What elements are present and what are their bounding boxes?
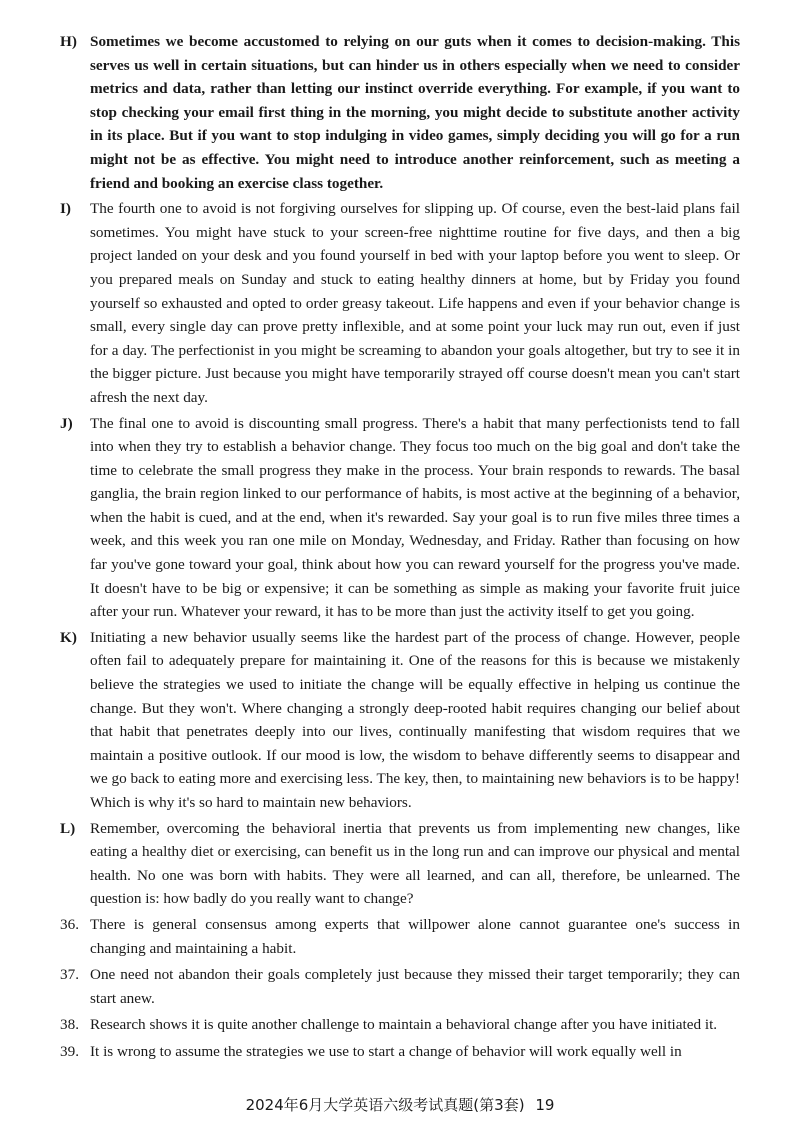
paragraph-label: I) (60, 200, 71, 218)
paragraph-text: The fourth one to avoid is not forgiving ourselves for slipping up. Of course, even the best-laid plans fail sometimes. You might have stuck to your screen-free nighttime routine for five days, and then a big project landed on your desk and you found yourself in bed with your laptop before you went to sleep. Or you prepared meals on Sunday and stuck to eating healthy dinners at home, but by Friday you found yourself so exhausted and opted to order greasy takeout. Life happens and even if your behavior change is small, every single day can prove pretty inflexible, and at some point your luck may run out, even if just for a day. The perfectionist in you might be screaming to abandon your goals altogether, but try to see it in the bigger picture. Just because you might have temporarily strayed off course doesn't mean you can't start afresh the next day. (90, 200, 740, 406)
question-text: There is general consensus among experts that willpower alone cannot guarantee one's success in changing and maintaining a habit. (90, 915, 740, 957)
paragraph-l (60, 817, 740, 911)
paragraph-text: Initiating a new behavior usually seems like the hardest part of the process of change. However, people often fail to adequately prepare for maintaining it. One of the reasons for this is because we mistakenly believe the strategies we used to initiate the change will be equally effective in helping us continue the change. But they won't. Where changing a strongly deep-rooted habit requires changing our belief about that habit that penetrates deeply into our lives, continually manifesting that wisdom requires that we maintain a positive outlook. If our mood is low, the wisdom to behave differently seems to disappear and we go back to eating more and exercising less. The key, then, to maintaining new behaviors is to be happy! Which is why it's so hard to maintain new behaviors. (90, 628, 740, 811)
paragraph-label: L) (60, 819, 76, 837)
paragraph-text: Remember, overcoming the behavioral inertia that prevents us from implementing new changes, like eating a healthy diet or exercising, can benefit us in the long run and can improve our physical and mental health. No one was born with habits. They were all learned, and can all, therefore, be unlearned. The question is: how badly do you really want to change? (90, 819, 740, 908)
paragraph-j (60, 412, 740, 624)
question-item (60, 1040, 740, 1064)
question-text: Research shows it is quite another challenge to maintain a behavioral change after you have initiated it. (90, 1016, 718, 1034)
question-number: 36. (60, 915, 79, 933)
question-item (60, 913, 740, 960)
question-number: 39. (60, 1042, 79, 1060)
question-text: It is wrong to assume the strategies we use to start a change of behavior will work equally well in (90, 1042, 682, 1060)
paragraph-label: H) (60, 33, 77, 50)
paragraph-text: The final one to avoid is discounting small progress. There's a habit that many perfectionists tend to fall into when they try to establish a behavior change. They focus too much on the big goal and don't take the time to celebrate the small progress they make in the process. Your brain responds to rewards. The basal ganglia, the brain region linked to our performance of habits, is most active at the beginning of a behavior, when the habit is cued, and at the end, when it's rewarded. Say your goal is to run five miles three times a week, and this week you ran one mile on Monday, Wednesday, and Friday. Rather than focusing on how far you've gone toward your goal, think about how you can reward yourself for the progress you've made. It doesn't have to be big or expensive; it can be something as simple as making your favorite fruit juice after your run. Whatever your reward, it has to be more than just the activity itself to get you going. (90, 414, 740, 621)
question-text: One need not abandon their goals completely just because they missed their target temporarily; they can start anew. (90, 966, 740, 1007)
paragraph-i (60, 197, 740, 409)
question-item (60, 1013, 740, 1037)
page-number: 19 (535, 1096, 555, 1114)
question-number: 38. (60, 1016, 79, 1034)
page-footer (0, 1094, 800, 1115)
question-item (60, 963, 740, 1010)
paragraph-k (60, 626, 740, 815)
paragraph-text: Sometimes we become accustomed to relying on our guts when it comes to decision-making. This serves us well in certain situations, but can hinder us in others especially when we need to consider metrics and data, rather than letting our instinct override everything. For example, if you want to stop checking your email first thing in the morning, you might decide to substitute another activity in its place. But if you want to stop indulging in video games, simply deciding you will go for a run might not be as effective. You might need to introduce another reinforcement, such as meeting a friend and booking an exercise class together. (90, 33, 740, 192)
footer-title: 2024年6月大学英语六级考试真题(第3套) (245, 1096, 525, 1114)
paragraph-label: J) (60, 414, 73, 432)
paragraph-h (60, 30, 740, 195)
document-body (60, 30, 740, 1067)
question-list (60, 913, 740, 1064)
question-number: 37. (60, 966, 79, 984)
paragraph-label: K) (60, 628, 77, 646)
